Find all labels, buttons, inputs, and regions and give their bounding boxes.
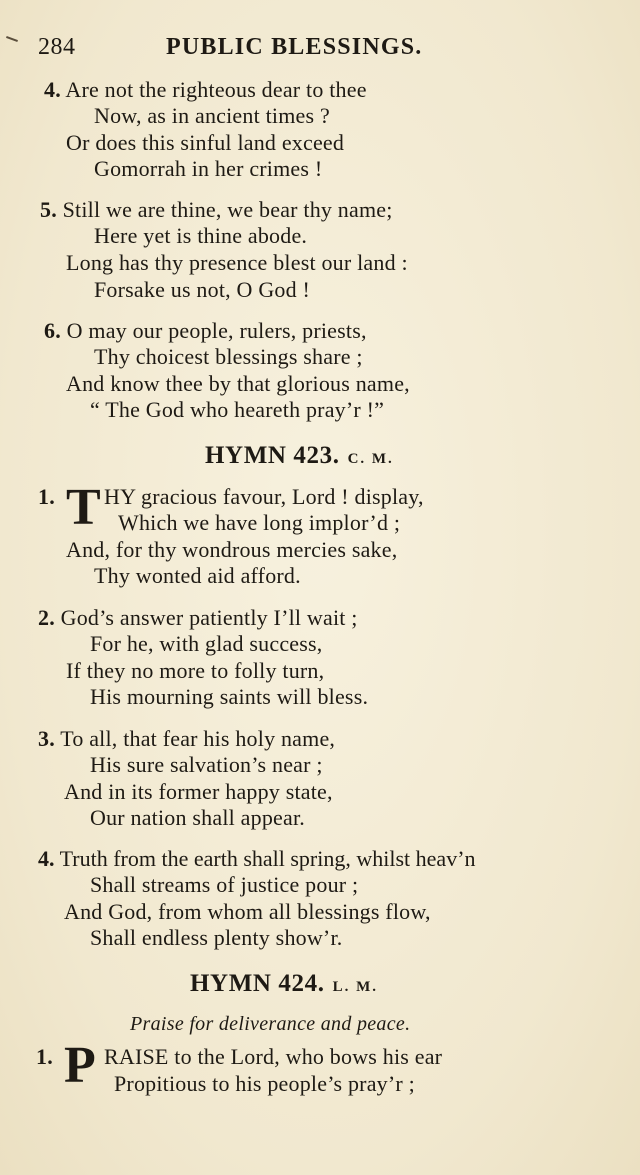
- hymn-423-stanza-1-line-2: Which we have long implor’d ;: [118, 510, 401, 535]
- stanza-5-line-1: [40, 197, 393, 223]
- hymn-423-stanza-4-line-1: [38, 846, 476, 872]
- hymn-meter: L. M.: [332, 979, 378, 995]
- margin-mark: [6, 36, 18, 42]
- page-number: 284: [38, 34, 76, 60]
- stanza-number: 6.: [44, 318, 61, 343]
- stanza-6-line-3: And know thee by that glorious name,: [66, 371, 410, 396]
- hymn-423-stanza-2-line-3: If they no more to folly turn,: [66, 658, 325, 683]
- hymn-423-stanza-3-line-4: Our nation shall appear.: [90, 805, 305, 830]
- stanza-5-line-3: Long has thy presence blest our land :: [66, 250, 408, 275]
- stanza-number: 2.: [38, 605, 55, 630]
- stanza-number: 4.: [44, 77, 61, 102]
- verse-line: God’s answer patiently I’ll wait ;: [60, 605, 358, 630]
- hymn-title: HYMN 424.: [190, 970, 325, 997]
- hymn-424-stanza-1-number: 1.: [36, 1044, 53, 1069]
- hymn-423-stanza-1-number: 1.: [38, 484, 55, 509]
- hymn-423-stanza-3-line-1: [38, 726, 335, 752]
- hymn-meter: C. M.: [347, 451, 394, 467]
- hymn-423-stanza-3-line-2: His sure salvation’s near ;: [90, 752, 323, 777]
- hymn-423-stanza-4-line-4: Shall endless plenty show’r.: [90, 925, 343, 950]
- verse-line: Are not the righteous dear to thee: [65, 77, 367, 102]
- drop-cap-T: T: [66, 479, 101, 536]
- stanza-6-line-2: Thy choicest blessings share ;: [94, 344, 363, 369]
- hymn-423-stanza-1-line-4: Thy wonted aid afford.: [94, 563, 301, 588]
- stanza-4-line-3: Or does this sinful land exceed: [66, 130, 345, 155]
- hymn-423-stanza-1-line-1: HY gracious favour, Lord ! display,: [104, 484, 424, 509]
- verse-line: Truth from the earth shall spring, whilst heav’n: [59, 846, 476, 871]
- hymn-423-stanza-4-line-2: Shall streams of justice pour ;: [90, 872, 359, 897]
- stanza-6-line-1: [44, 318, 367, 344]
- running-title: PUBLIC BLESSINGS.: [166, 34, 423, 60]
- hymn-424-stanza-1-line-2: Propitious to his people’s pray’r ;: [114, 1071, 415, 1096]
- hymn-423-stanza-2-line-4: His mourning saints will bless.: [90, 684, 369, 709]
- hymn-423-stanza-4-line-3: And God, from whom all blessings flow,: [64, 899, 431, 924]
- stanza-6-line-4: “ The God who heareth pray’r !”: [90, 397, 385, 422]
- stanza-5-line-2: Here yet is thine abode.: [94, 223, 308, 248]
- hymn-424-heading: [190, 970, 378, 998]
- verse-line: To all, that fear his holy name,: [60, 726, 336, 751]
- hymn-424-stanza-1-line-1: RAISE to the Lord, who bows his ear: [104, 1044, 443, 1069]
- verse-line: O may our people, rulers, priests,: [66, 318, 367, 343]
- stanza-5-line-4: Forsake us not, O God !: [94, 277, 311, 302]
- stanza-4-line-2: Now, as in ancient times ?: [94, 103, 330, 128]
- hymn-title: HYMN 423.: [205, 442, 340, 469]
- hymn-423-stanza-2-line-1: [38, 605, 358, 631]
- hymn-423-stanza-2-line-2: For he, with glad success,: [90, 631, 323, 656]
- hymn-423-heading: [205, 442, 394, 470]
- hymn-423-stanza-3-line-3: And in its former happy state,: [64, 779, 333, 804]
- page-header: [38, 34, 450, 66]
- hymn-424-subtitle: Praise for deliverance and peace.: [130, 1013, 411, 1035]
- verse-line: Still we are thine, we bear thy name;: [62, 197, 393, 222]
- hymn-423-stanza-1-line-3: And, for thy wondrous mercies sake,: [66, 537, 398, 562]
- stanza-number: 5.: [40, 197, 57, 222]
- stanza-4-line-4: Gomorrah in her crimes !: [94, 156, 323, 181]
- stanza-4-line-1: [44, 77, 367, 103]
- stanza-number: 3.: [38, 726, 55, 751]
- stanza-number: 4.: [38, 846, 55, 871]
- drop-cap-P: P: [64, 1037, 96, 1094]
